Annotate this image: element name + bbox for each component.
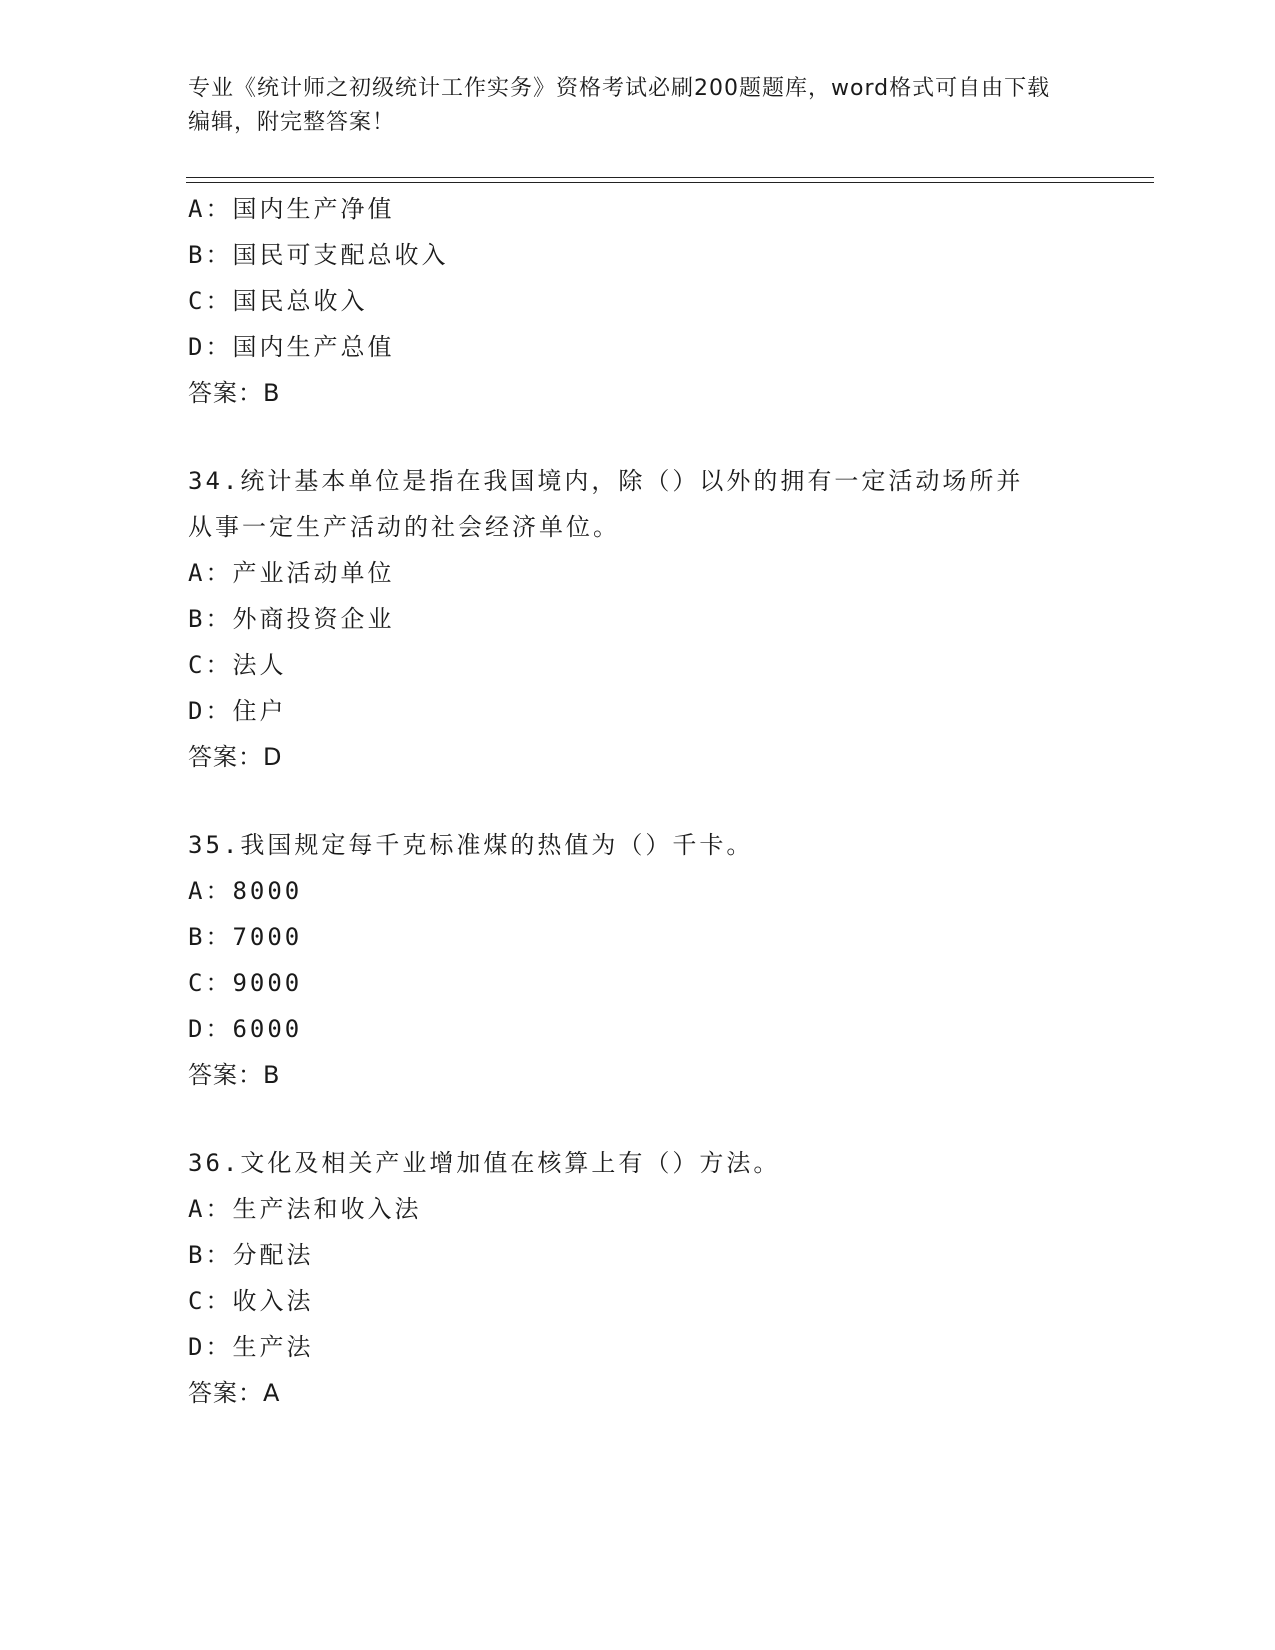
question-block-36 (188, 1140, 1088, 1416)
option-label: A： (188, 1195, 233, 1223)
option-text: 国民总收入 (232, 287, 368, 315)
option-label: B： (188, 1241, 233, 1269)
option-text: 产业活动单位 (232, 559, 395, 587)
option-label: C： (188, 969, 233, 997)
option-a (188, 868, 1088, 914)
option-text: 住户 (232, 697, 287, 725)
option-text: 法人 (232, 651, 287, 679)
option-text: 国内生产净值 (232, 195, 395, 223)
option-label: B： (188, 605, 233, 633)
option-d (188, 324, 1088, 370)
option-text: 生产法 (232, 1333, 314, 1361)
document-header: 专业《统计师之初级统计工作实务》资格考试必刷200题题库，word格式可自由下载编辑，附完整答案！ (188, 76, 1051, 135)
option-text: 8000 (232, 877, 303, 905)
question-block-33 (188, 186, 1088, 416)
option-label: A： (188, 877, 233, 905)
option-text: 7000 (232, 923, 303, 951)
option-c (188, 960, 1088, 1006)
option-text: 国内生产总值 (232, 333, 395, 361)
option-b (188, 232, 1088, 278)
option-d (188, 688, 1088, 734)
option-label: D： (188, 1015, 233, 1043)
question-block-35 (188, 822, 1088, 1098)
option-text: 国民可支配总收入 (232, 241, 449, 269)
option-label: A： (188, 195, 233, 223)
option-d (188, 1324, 1088, 1370)
option-label: A： (188, 559, 233, 587)
answer: 答案：B (188, 1061, 281, 1089)
option-text: 9000 (232, 969, 303, 997)
option-b (188, 1232, 1088, 1278)
option-label: C： (188, 651, 233, 679)
header-rule-bottom (186, 182, 1154, 183)
option-label: D： (188, 333, 233, 361)
option-label: B： (188, 241, 233, 269)
option-a (188, 550, 1088, 596)
option-text: 外商投资企业 (232, 605, 395, 633)
option-label: C： (188, 1287, 233, 1315)
answer: 答案：B (188, 379, 281, 407)
question-text: 35.我国规定每千克标准煤的热值为（）千卡。 (188, 831, 754, 859)
option-a (188, 186, 1088, 232)
option-d (188, 1006, 1088, 1052)
option-b (188, 914, 1088, 960)
option-c (188, 1278, 1088, 1324)
question-text: 34.统计基本单位是指在我国境内，除（）以外的拥有一定活动场所并从事一定生产活动的社会经济单位。 (188, 467, 1024, 541)
option-label: D： (188, 1333, 233, 1361)
option-text: 生产法和收入法 (232, 1195, 422, 1223)
question-text: 36.文化及相关产业增加值在核算上有（）方法。 (188, 1149, 781, 1177)
option-label: D： (188, 697, 233, 725)
option-text: 收入法 (232, 1287, 314, 1315)
answer: 答案：D (188, 743, 283, 771)
option-text: 6000 (232, 1015, 303, 1043)
question-block-34 (188, 458, 1088, 780)
option-label: C： (188, 287, 233, 315)
answer: 答案：A (188, 1379, 281, 1407)
option-c (188, 642, 1088, 688)
document-body (188, 186, 1088, 1416)
option-a (188, 1186, 1088, 1232)
option-c (188, 278, 1088, 324)
option-b (188, 596, 1088, 642)
option-label: B： (188, 923, 233, 951)
header-rule-top (186, 177, 1154, 178)
option-text: 分配法 (232, 1241, 314, 1269)
